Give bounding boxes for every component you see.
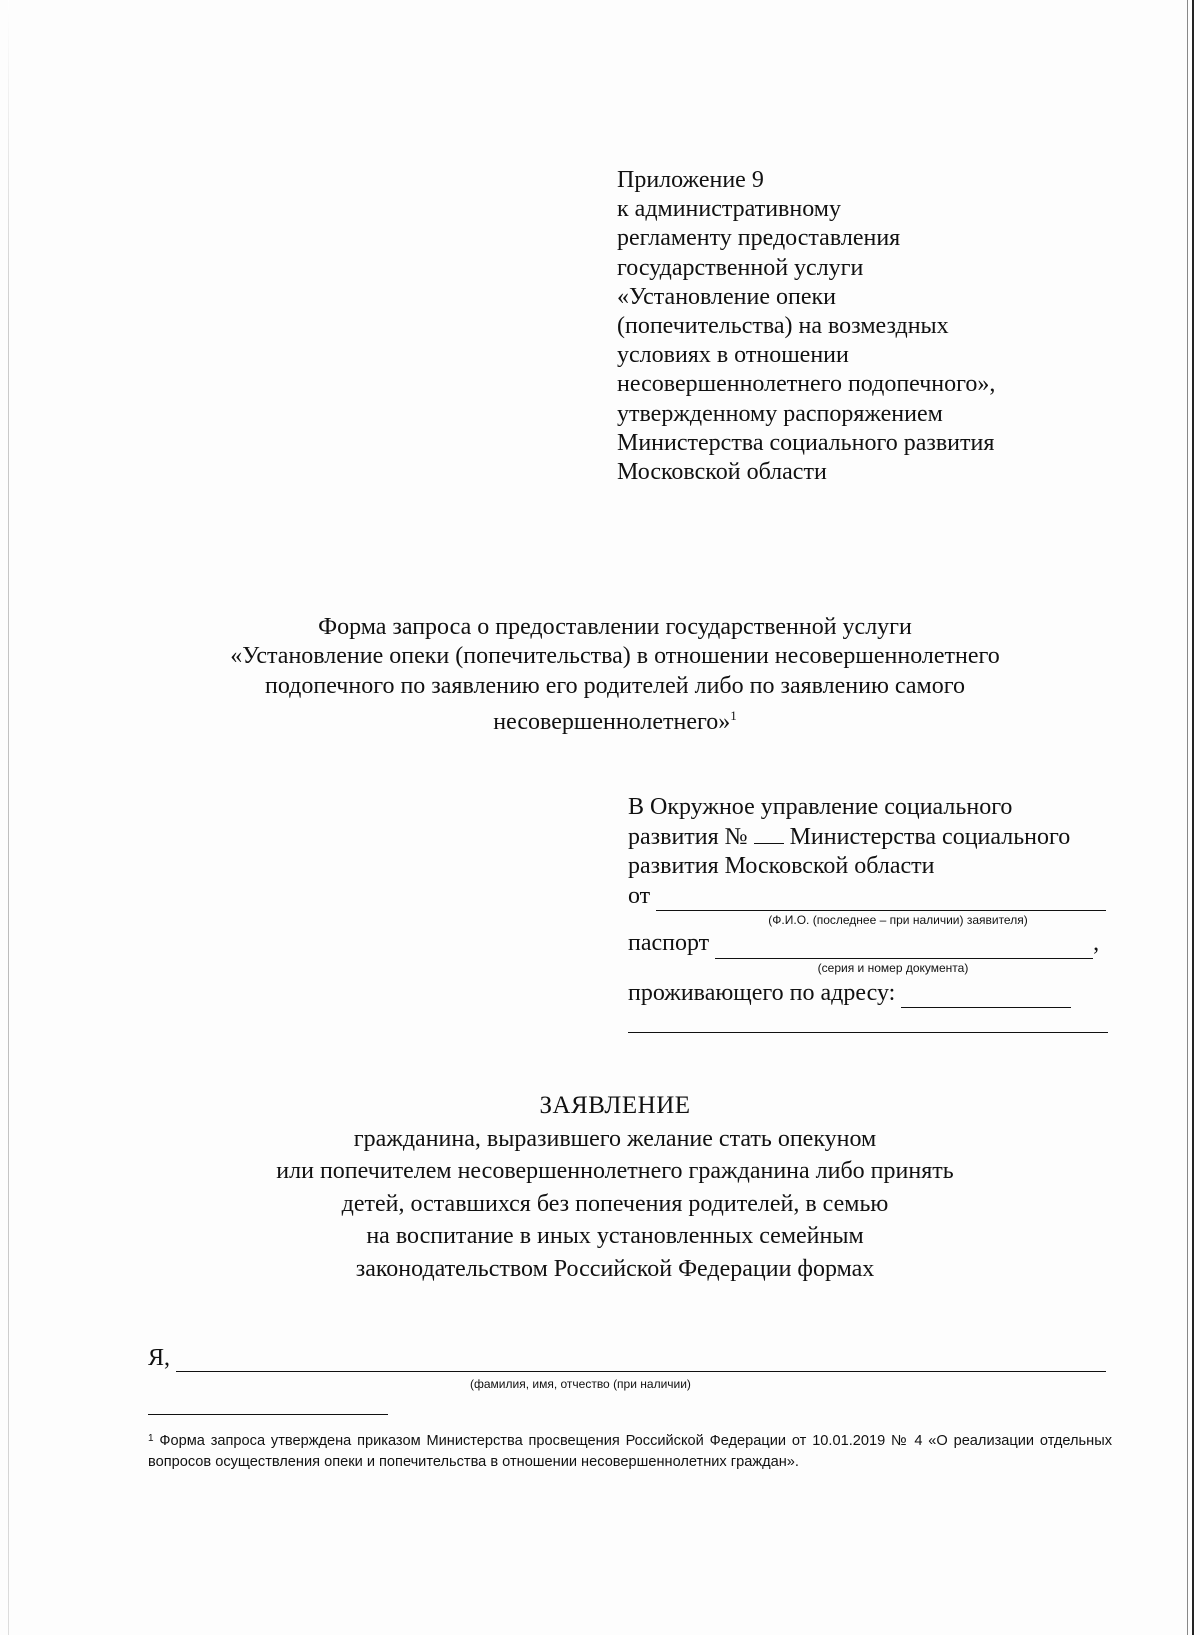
- appendix-block: [617, 166, 1097, 487]
- address-label: проживающего по адресу:: [628, 979, 896, 1006]
- applicant-label: Я,: [148, 1345, 171, 1371]
- addressee-line: В Окружное управление социального: [628, 794, 1013, 820]
- appendix-line: государственной услуги: [617, 254, 864, 281]
- department-number-field[interactable]: [754, 825, 784, 844]
- passport-hint: (серия и номер документа): [817, 960, 969, 975]
- appendix-line: Приложение 9: [617, 167, 764, 193]
- applicant-row: [148, 1345, 1108, 1372]
- form-title: [150, 613, 1080, 737]
- addressee-line: [628, 823, 1118, 853]
- footnote-mark: 1: [148, 1433, 154, 1444]
- statement-title: [150, 1090, 1080, 1285]
- applicant-hint: (фамилия, имя, отчество (при наличии): [470, 1377, 691, 1391]
- appendix-line: регламенту предоставления: [617, 225, 901, 252]
- address-row: [628, 979, 1118, 1009]
- applicant-name-field[interactable]: [656, 888, 1106, 911]
- appendix-line: (попечительства) на возмездных: [617, 313, 949, 340]
- applicant-full-name-field[interactable]: [176, 1349, 1106, 1372]
- address-row-2: [628, 1012, 1118, 1033]
- from-hint: (Ф.И.О. (последнее – при наличии) заявителя): [768, 913, 1028, 927]
- passport-field[interactable]: [715, 936, 1093, 959]
- statement-line: законодательством Российской Федерации формах: [355, 1255, 875, 1282]
- address-field[interactable]: [901, 985, 1071, 1008]
- statement-line: на воспитание в иных установленных семейным: [366, 1223, 864, 1249]
- statement-line: или попечителем несовершеннолетнего гражданина либо принять: [276, 1158, 954, 1184]
- address-field-continued[interactable]: [628, 1012, 1108, 1033]
- department-number-suffix: Министерства социального: [789, 823, 1071, 850]
- statement-line: детей, оставшихся без попечения родителей, в семью: [341, 1190, 889, 1217]
- passport-comma: ,: [1093, 930, 1100, 956]
- scan-edge-right-inner: [1187, 0, 1188, 1635]
- addressee-line: развития Московской области: [628, 853, 935, 879]
- statement-line: гражданина, выразившего желание стать опекуном: [353, 1125, 877, 1152]
- from-row: [628, 882, 1118, 912]
- department-number-prefix: развития №: [628, 823, 748, 850]
- form-title-line: «Установление опеки (попечительства) в отношении несовершеннолетнего: [230, 643, 1000, 670]
- appendix-line: Министерства социального развития: [617, 429, 995, 456]
- form-title-line: подопечного по заявлению его родителей либо по заявлению самого: [265, 672, 965, 699]
- appendix-line: несовершеннолетнего подопечного»,: [617, 371, 996, 398]
- form-title-line: несовершеннолетнего»: [493, 708, 731, 735]
- appendix-line: утвержденному распоряжением: [617, 400, 943, 427]
- scan-edge-right: [1192, 0, 1194, 1635]
- form-title-line: Форма запроса о предоставлении государственной услуги: [318, 614, 912, 640]
- passport-row: [628, 929, 1118, 959]
- appendix-line: условиях в отношении: [617, 342, 849, 369]
- appendix-line: Московской области: [617, 459, 827, 486]
- appendix-line: «Установление опеки: [617, 283, 837, 310]
- footnote-text: Форма запроса утверждена приказом Министерства просвещения Российской Федерации от 10.01.2019 № 4 «О реализации отдельных вопросов осуществления опеки и попечительства в отношении несовершеннолетних граждан».: [148, 1433, 1112, 1470]
- statement-heading: ЗАЯВЛЕНИЕ: [539, 1092, 691, 1119]
- addressee-block: [628, 793, 1118, 1033]
- footnote: [148, 1428, 1112, 1473]
- from-label: от: [628, 882, 651, 909]
- passport-label: паспорт: [628, 930, 710, 956]
- footnote-reference: 1: [730, 707, 737, 723]
- scan-edge-left: [8, 0, 9, 1635]
- footnote-separator: [148, 1414, 388, 1415]
- appendix-line: к административному: [617, 196, 841, 223]
- form-title-line-last: [150, 701, 1080, 737]
